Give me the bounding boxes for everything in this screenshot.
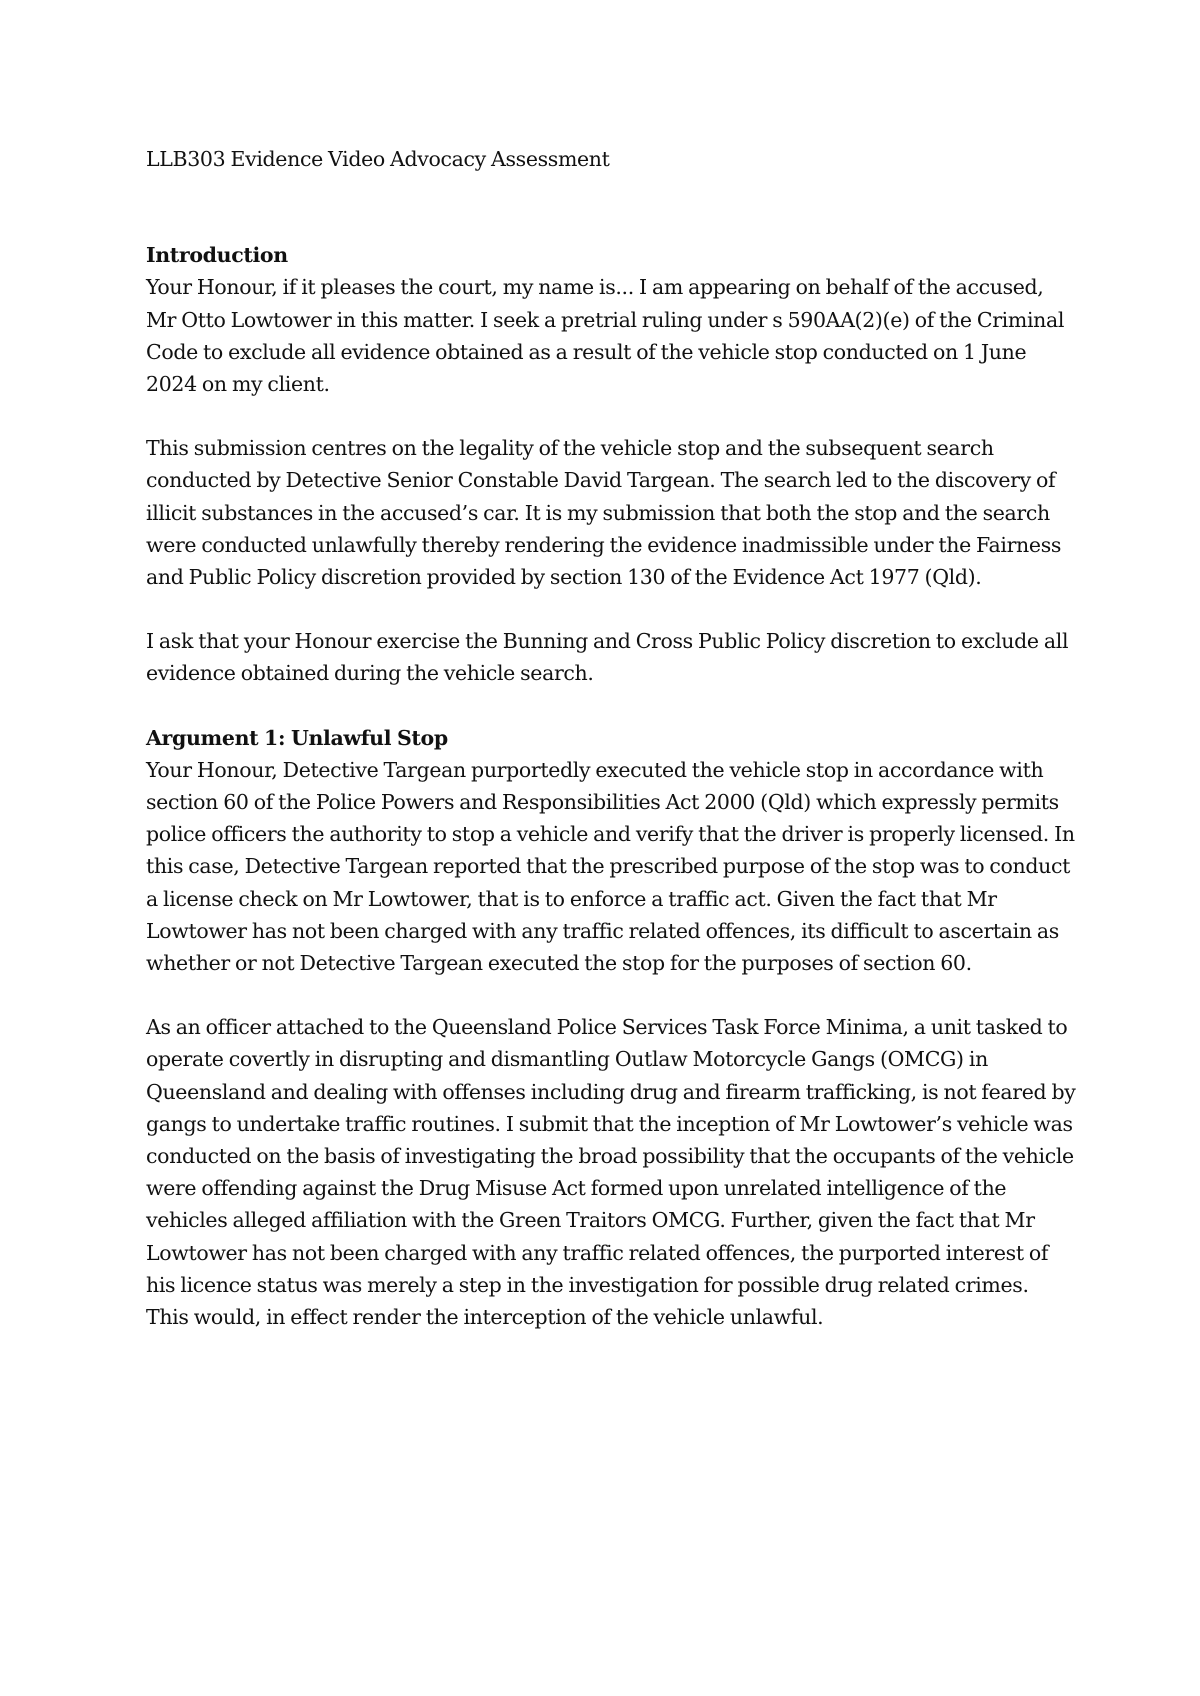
paragraph: Your Honour, if it pleases the court, my name is... I am appearing on behalf of the accused, Mr Otto Lowtower in this matter. I seek a pretrial ruling under s 590AA(2)(e) of the Criminal Code to exclude all evidence obtained as a result of the vehicle stop conducted on 1 June 2024 on my client.: [146, 275, 1065, 397]
section-heading-introduction: Introduction: [146, 243, 288, 268]
introduction-section: [146, 239, 1076, 689]
document-title: LLB303 Evidence Video Advocacy Assessment: [146, 147, 610, 171]
paragraph: I ask that your Honour exercise the Bunning and Cross Public Policy discretion to exclude all evidence obtained during the vehicle search.: [146, 629, 1069, 686]
paragraph: As an officer attached to the Queensland Police Services Task Force Minima, a unit tasked to operate covertly in disrupting and dismantling Outlaw Motorcycle Gangs (OMCG) in Queensland and dealing with offenses including drug and firearm trafficking, is not feared by gangs to undertake traffic routines. I submit that the inception of Mr Lowtower’s vehicle was conducted on the basis of investigating the broad possibility that the occupants of the vehicle were offending against the Drug Misuse Act formed upon unrelated intelligence of the vehicles alleged affiliation with the Green Traitors OMCG. Further, given the fact that Mr Lowtower has not been charged with any traffic related offences, the purported interest of his licence status was merely a step in the investigation for possible drug related crimes. This would, in effect render the interception of the vehicle unlawful.: [146, 1015, 1076, 1330]
section-heading-argument-1: Argument 1: Unlawful Stop: [146, 725, 448, 750]
argument-1-section: [146, 722, 1076, 1334]
document-page: [146, 143, 1076, 1365]
paragraph: Your Honour, Detective Targean purportedly executed the vehicle stop in accordance with section 60 of the Police Powers and Responsibilities Act 2000 (Qld) which expressly permits police officers the authority to stop a vehicle and verify that the driver is properly licensed. In this case, Detective Targean reported that the prescribed purpose of the stop was to conduct a license check on Mr Lowtower, that is to enforce a traffic act. Given the fact that Mr Lowtower has not been charged with any traffic related offences, its difficult to ascertain as whether or not Detective Targean executed the stop for the purposes of section 60.: [146, 757, 1075, 976]
paragraph: This submission centres on the legality of the vehicle stop and the subsequent search conducted by Detective Senior Constable David Targean. The search led to the discovery of illicit substances in the accused’s car. It is my submission that both the stop and the search were conducted unlawfully thereby rendering the evidence inadmissible under the Fairness and Public Policy discretion provided by section 130 of the Evidence Act 1977 (Qld).: [146, 436, 1062, 590]
